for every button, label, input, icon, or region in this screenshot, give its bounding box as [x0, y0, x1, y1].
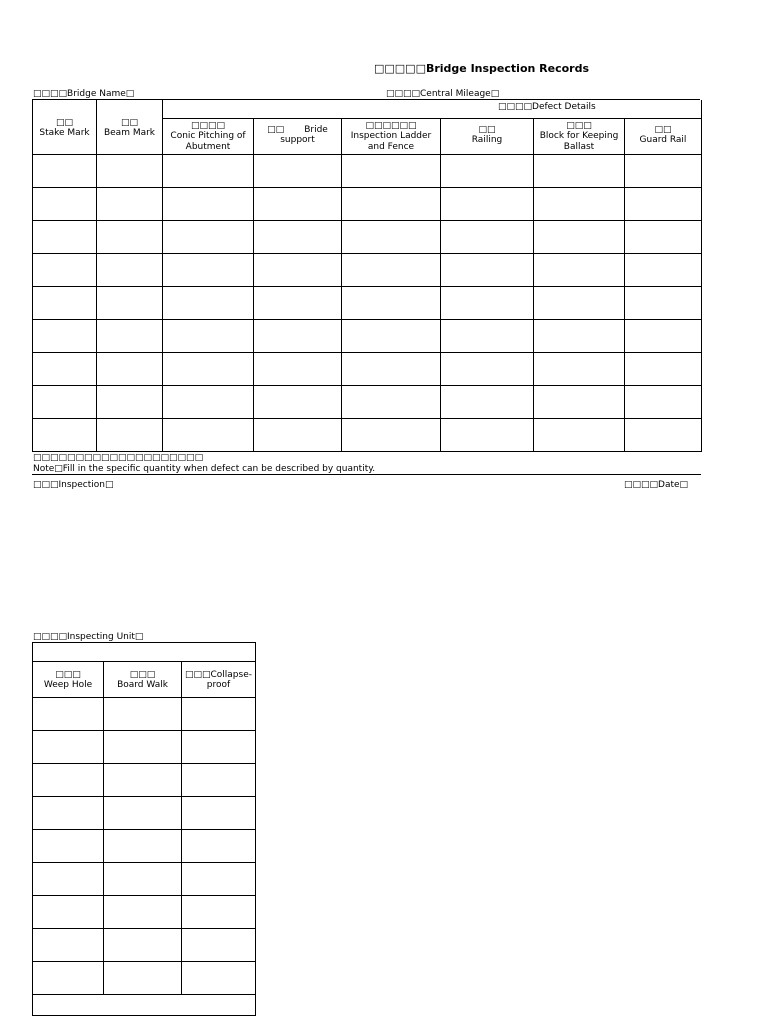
table-row: [33, 797, 256, 830]
cell[interactable]: [342, 419, 441, 452]
cell[interactable]: [97, 419, 163, 452]
cell[interactable]: [33, 221, 97, 254]
cell[interactable]: [33, 731, 104, 764]
cell[interactable]: [342, 221, 441, 254]
cell[interactable]: [33, 797, 104, 830]
cell[interactable]: [33, 698, 104, 731]
cell[interactable]: [104, 896, 182, 929]
cell[interactable]: [182, 764, 256, 797]
header-bridge-support: □□ Bride support: [254, 119, 342, 155]
cell[interactable]: [625, 386, 702, 419]
cell[interactable]: [97, 188, 163, 221]
cell[interactable]: [163, 188, 254, 221]
cell[interactable]: [163, 254, 254, 287]
cell[interactable]: [254, 188, 342, 221]
cell[interactable]: [534, 155, 625, 188]
header-inspection-ladder: □□□□□□ Inspection Ladder and Fence: [342, 119, 441, 155]
cell[interactable]: [254, 254, 342, 287]
blank-header-row: [33, 643, 256, 662]
header-beam-mark: □□ Beam Mark: [97, 100, 163, 155]
cell[interactable]: [441, 155, 534, 188]
cell[interactable]: [342, 254, 441, 287]
header-stake-mark: □□ Stake Mark: [33, 100, 97, 155]
cell[interactable]: [625, 287, 702, 320]
cell[interactable]: [534, 287, 625, 320]
note-underline: [32, 474, 701, 475]
cell[interactable]: [97, 287, 163, 320]
cell[interactable]: [104, 731, 182, 764]
cell[interactable]: [33, 929, 104, 962]
cell[interactable]: [163, 386, 254, 419]
cell[interactable]: [33, 764, 104, 797]
blank-footer-row: [33, 995, 256, 1016]
cell[interactable]: [625, 254, 702, 287]
cell[interactable]: [254, 287, 342, 320]
central-mileage-label: □□□□Central Mileage□: [386, 89, 500, 99]
cell[interactable]: [534, 419, 625, 452]
cell[interactable]: [534, 254, 625, 287]
cell[interactable]: [342, 155, 441, 188]
table-row: [33, 731, 256, 764]
cell[interactable]: [33, 320, 97, 353]
inspecting-unit-label: □□□□Inspecting Unit□: [33, 632, 144, 642]
bridge-name-label: □□□□Bridge Name□: [33, 89, 135, 99]
cell[interactable]: [534, 188, 625, 221]
table-row: [33, 419, 702, 452]
cell[interactable]: [104, 797, 182, 830]
cell[interactable]: [163, 353, 254, 386]
cell[interactable]: [342, 386, 441, 419]
cell[interactable]: [182, 929, 256, 962]
cell[interactable]: [33, 863, 104, 896]
cell[interactable]: [182, 962, 256, 995]
table-row: [33, 962, 256, 995]
cell[interactable]: [97, 221, 163, 254]
table-row: [33, 764, 256, 797]
table-row: [33, 155, 702, 188]
table-row: [33, 188, 702, 221]
inspection-table-2: [32, 642, 256, 1016]
page-title: □□□□□Bridge Inspection Records: [374, 62, 590, 75]
cell[interactable]: [342, 188, 441, 221]
cell[interactable]: [97, 254, 163, 287]
cell[interactable]: [441, 188, 534, 221]
table-row: [33, 896, 256, 929]
cell[interactable]: [97, 386, 163, 419]
cell[interactable]: [441, 254, 534, 287]
cell[interactable]: [441, 353, 534, 386]
header-block-ballast: □□□ Block for Keeping Ballast: [534, 119, 625, 155]
header-conic-pitching: □□□□ Conic Pitching of Abutment: [163, 119, 254, 155]
cell[interactable]: [441, 221, 534, 254]
cell[interactable]: [104, 698, 182, 731]
table-row: [33, 287, 702, 320]
cell[interactable]: [33, 188, 97, 221]
cell[interactable]: [33, 353, 97, 386]
cell[interactable]: [342, 320, 441, 353]
table-row: [33, 863, 256, 896]
cell[interactable]: [33, 386, 97, 419]
defect-details-label: □□□□Defect Details: [498, 102, 596, 112]
cell[interactable]: [33, 254, 97, 287]
cell[interactable]: [33, 155, 97, 188]
cell[interactable]: [33, 830, 104, 863]
cell[interactable]: [254, 353, 342, 386]
cell[interactable]: [33, 896, 104, 929]
table-row: [33, 698, 256, 731]
inspection-label: □□□Inspection□: [33, 480, 114, 490]
cell[interactable]: [182, 797, 256, 830]
cell[interactable]: [625, 155, 702, 188]
cell[interactable]: [97, 353, 163, 386]
cell[interactable]: [441, 287, 534, 320]
cell[interactable]: [254, 221, 342, 254]
cell[interactable]: [33, 962, 104, 995]
cell[interactable]: [104, 863, 182, 896]
cell[interactable]: [254, 320, 342, 353]
cell[interactable]: [342, 353, 441, 386]
cell[interactable]: [163, 320, 254, 353]
cell[interactable]: [254, 419, 342, 452]
cell[interactable]: [163, 419, 254, 452]
cell[interactable]: [441, 419, 534, 452]
date-label: □□□□Date□: [624, 480, 689, 490]
cell[interactable]: [163, 287, 254, 320]
header-board-walk: □□□ Board Walk: [104, 662, 182, 698]
cell[interactable]: [625, 320, 702, 353]
note-line-2: Note□Fill in the specific quantity when defect can be described by quantity.: [33, 464, 376, 474]
defect-details-cell: [163, 100, 702, 119]
cell[interactable]: [342, 287, 441, 320]
cell[interactable]: [441, 320, 534, 353]
cell[interactable]: [33, 419, 97, 452]
header-guard-rail: □□ Guard Rail: [625, 119, 702, 155]
table-row: [33, 386, 702, 419]
header-weep-hole: □□□ Weep Hole: [33, 662, 104, 698]
cell[interactable]: [182, 830, 256, 863]
cell[interactable]: [104, 962, 182, 995]
cell[interactable]: [625, 353, 702, 386]
table-row: [33, 929, 256, 962]
cell[interactable]: [104, 764, 182, 797]
cell[interactable]: [182, 698, 256, 731]
cell[interactable]: [534, 353, 625, 386]
header-collapse-proof: □□□Collapse- proof: [182, 662, 256, 698]
cell[interactable]: [254, 386, 342, 419]
cell[interactable]: [163, 155, 254, 188]
cell[interactable]: [182, 896, 256, 929]
cell[interactable]: [441, 386, 534, 419]
table-row: [33, 320, 702, 353]
cell[interactable]: [625, 221, 702, 254]
cell[interactable]: [33, 287, 97, 320]
cell[interactable]: [97, 155, 163, 188]
cell[interactable]: [97, 320, 163, 353]
table-row: [33, 830, 256, 863]
note-line-1: □□□□□□□□□□□□□□□□□□□□: [33, 453, 204, 463]
table-row: [33, 353, 702, 386]
table-row: [33, 221, 702, 254]
cell[interactable]: [534, 320, 625, 353]
cell[interactable]: [104, 830, 182, 863]
cell[interactable]: [625, 419, 702, 452]
cell[interactable]: [182, 863, 256, 896]
table-row: [33, 254, 702, 287]
cell[interactable]: [534, 386, 625, 419]
inspection-table: [32, 99, 702, 452]
cell[interactable]: [104, 929, 182, 962]
cell[interactable]: [625, 188, 702, 221]
cell[interactable]: [254, 155, 342, 188]
cell[interactable]: [163, 221, 254, 254]
header-railing: □□ Railing: [441, 119, 534, 155]
cell[interactable]: [182, 731, 256, 764]
cell[interactable]: [534, 221, 625, 254]
